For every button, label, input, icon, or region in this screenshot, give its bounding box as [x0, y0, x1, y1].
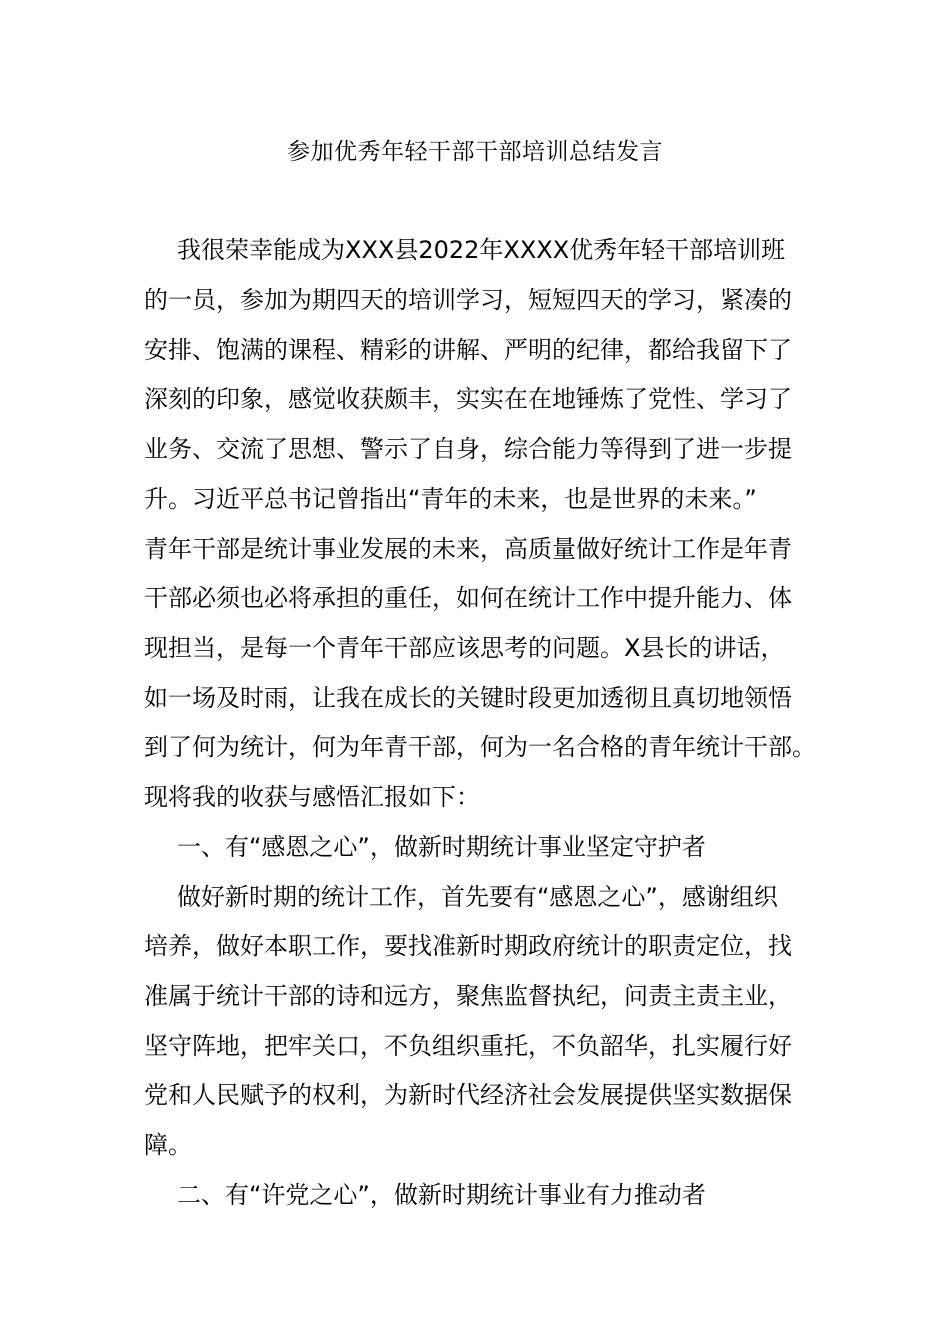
paragraph-line: 青年干部是统计事业发展的未来，高质量做好统计工作是年青	[144, 535, 792, 563]
document-title: 参加优秀年轻干部干部培训总结发言	[287, 139, 663, 165]
paragraph-line: 做好新时期的统计工作，首先要有“感恩之心”，感谢组织	[177, 883, 778, 911]
paragraph-line: 我很荣幸能成为XXX县2022年XXXX优秀年轻干部培训班	[177, 236, 786, 264]
paragraph-line: 准属于统计干部的诗和远方，聚焦监督执纪，问责主责主业，	[144, 982, 792, 1010]
paragraph-line: 如一场及时雨，让我在成长的关键时段更加透彻且真切地领悟	[144, 684, 792, 712]
paragraph-line: 坚守阵地，把牢关口，不负组织重托，不负韶华，扎实履行好	[144, 1032, 792, 1060]
paragraph-line: 培养，做好本职工作，要找准新时期政府统计的职责定位，找	[144, 932, 792, 960]
paragraph-line: 现担当，是每一个青年干部应该思考的问题。X县长的讲话，	[144, 634, 785, 662]
paragraph-line: 到了何为统计，何为年青干部，何为一名合格的青年统计干部。	[144, 733, 816, 761]
paragraph-line: 干部必须也必将承担的重任，如何在统计工作中提升能力、体	[144, 584, 792, 612]
paragraph-line: 深刻的印象，感觉收获颇丰，实实在在地锤炼了党性、学习了	[144, 385, 792, 413]
paragraph-line: 安排、饱满的课程、精彩的讲解、严明的纪律，都给我留下了	[144, 336, 792, 364]
section-heading: 一、有“感恩之心”，做新时期统计事业坚定守护者	[177, 833, 706, 861]
paragraph-line: 业务、交流了思想、警示了自身，综合能力等得到了进一步提	[144, 435, 792, 463]
paragraph-line: 现将我的收获与感悟汇报如下：	[144, 783, 480, 811]
paragraph-line: 的一员，参加为期四天的培训学习，短短四天的学习，紧凑的	[144, 286, 792, 314]
paragraph-line: 升。习近平总书记曾指出“青年的未来，也是世界的未来。”	[144, 485, 757, 513]
section-heading: 二、有“许党之心”，做新时期统计事业有力推动者	[177, 1181, 706, 1209]
paragraph-line: 障。	[144, 1131, 192, 1159]
paragraph-line: 党和人民赋予的权利，为新时代经济社会发展提供坚实数据保	[144, 1081, 792, 1109]
